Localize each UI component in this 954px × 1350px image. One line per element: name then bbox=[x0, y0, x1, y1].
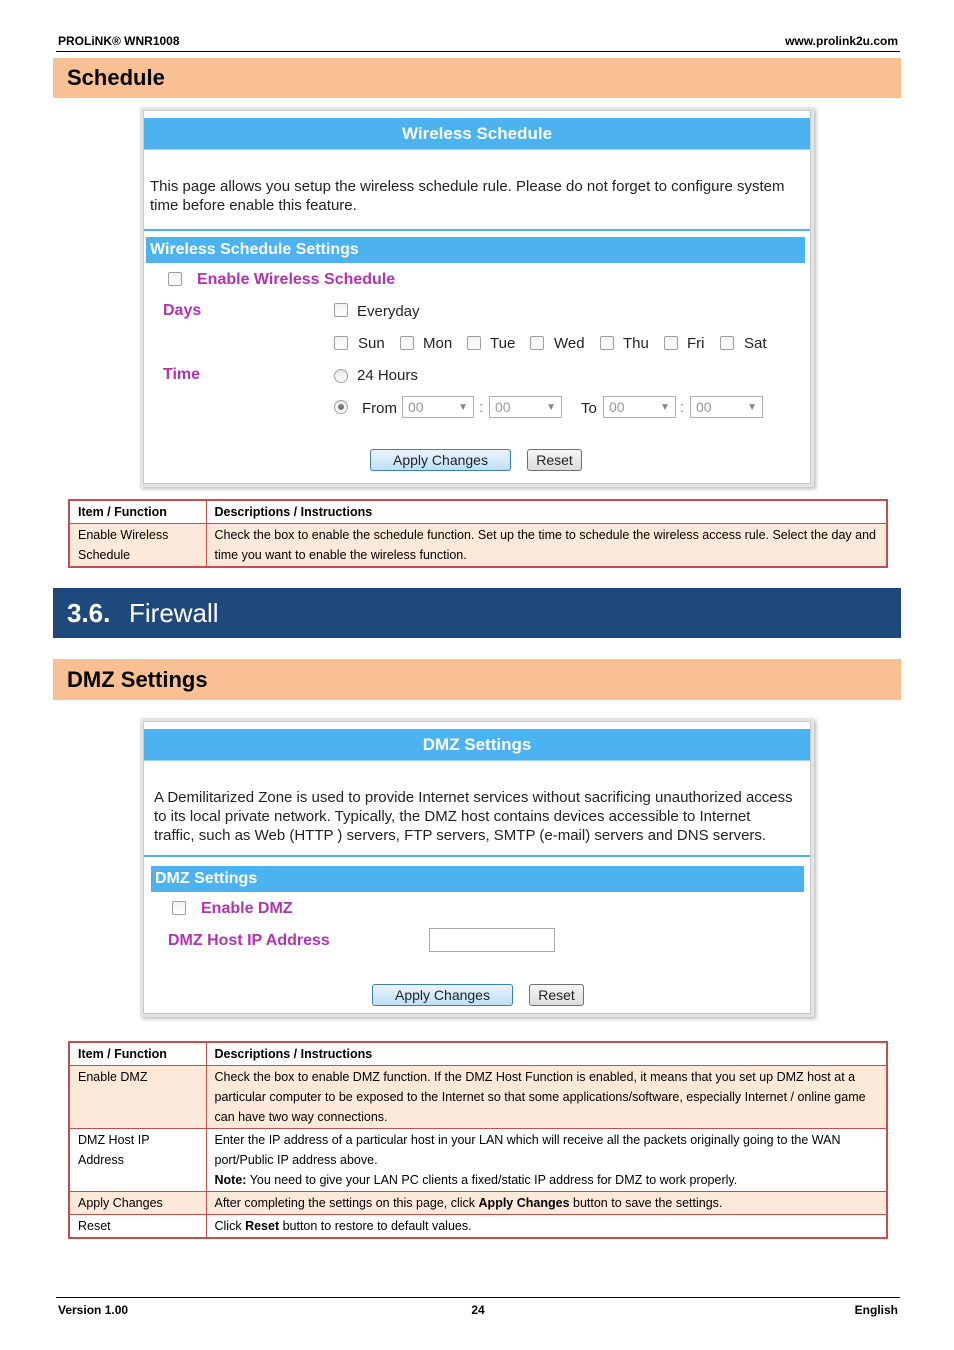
sat-label: Sat bbox=[744, 335, 767, 352]
page-footer bbox=[56, 1297, 900, 1323]
dmz-host-ip-input[interactable] bbox=[429, 928, 555, 952]
table-header-row bbox=[69, 500, 887, 524]
description-cell: Check the box to enable the schedule function. Set up the time to schedule the wireless access rule. Select the day and time you want to enable the wireless function. bbox=[206, 524, 887, 568]
schedule-info-table bbox=[68, 499, 888, 568]
everyday-label: Everyday bbox=[357, 303, 420, 320]
item-cell: Apply Changes bbox=[69, 1192, 206, 1215]
everyday-checkbox[interactable] bbox=[334, 303, 348, 317]
thu-label: Thu bbox=[623, 335, 649, 352]
item-cell: Enable DMZ bbox=[69, 1066, 206, 1129]
title-divider bbox=[144, 149, 810, 150]
wireless-schedule-panel bbox=[143, 110, 811, 484]
schedule-heading: Schedule bbox=[53, 58, 901, 98]
dmz-heading: DMZ Settings bbox=[53, 659, 901, 700]
section-number: 3.6. bbox=[67, 598, 111, 628]
sat-checkbox[interactable] bbox=[720, 336, 734, 350]
column-header: Descriptions / Instructions bbox=[206, 1042, 887, 1066]
from-minute-select[interactable]: 00 ▼ bbox=[489, 396, 562, 418]
reset-button[interactable]: Reset bbox=[527, 449, 582, 471]
header-product: PROLiNK® WNR1008 bbox=[58, 34, 180, 48]
firewall-heading bbox=[53, 588, 901, 638]
chevron-down-icon: ▼ bbox=[546, 402, 556, 413]
section-title: Firewall bbox=[129, 598, 219, 628]
dmz-description: A Demilitarized Zone is used to provide Internet services without sacrificing unauthorized access to its local private network. Typically, the DMZ host contains devices accessible to Internet traffic, such as Web (HTTP ) servers, FTP servers, SMTP (e-mail) servers and DNS servers. bbox=[154, 789, 793, 844]
thu-checkbox[interactable] bbox=[600, 336, 614, 350]
dmz-info-table bbox=[68, 1041, 888, 1239]
footer-language: English bbox=[854, 1303, 898, 1317]
table-header-row bbox=[69, 1042, 887, 1066]
column-header: Item / Function bbox=[69, 500, 206, 524]
days-label: Days bbox=[163, 302, 202, 319]
page-number: 24 bbox=[471, 1303, 485, 1317]
apply-changes-button[interactable]: Apply Changes bbox=[372, 984, 513, 1006]
description-cell: Click Reset button to restore to default values. bbox=[206, 1215, 887, 1239]
table-row bbox=[69, 524, 887, 568]
section-divider bbox=[144, 229, 810, 231]
sun-label: Sun bbox=[358, 335, 385, 352]
description-cell: After completing the settings on this page, click Apply Changes button to save the settings. bbox=[206, 1192, 887, 1215]
table-row bbox=[69, 1192, 887, 1215]
wed-label: Wed bbox=[554, 335, 585, 352]
item-cell: DMZ Host IP Address bbox=[69, 1129, 206, 1192]
time-label: Time bbox=[163, 366, 201, 383]
to-minute-select[interactable]: 00 ▼ bbox=[690, 396, 763, 418]
enable-dmz-checkbox[interactable] bbox=[172, 901, 186, 915]
chevron-down-icon: ▼ bbox=[747, 402, 757, 413]
from-hour-select[interactable]: 00 ▼ bbox=[402, 396, 474, 418]
fri-checkbox[interactable] bbox=[664, 336, 678, 350]
apply-changes-button[interactable]: Apply Changes bbox=[370, 449, 511, 471]
reset-button[interactable]: Reset bbox=[529, 984, 584, 1006]
item-cell: Enable Wireless Schedule bbox=[69, 524, 206, 568]
wireless-schedule-description: This page allows you setup the wireless schedule rule. Please do not forget to configure system time before enable this feature. bbox=[150, 178, 785, 214]
to-colon: : bbox=[680, 399, 685, 416]
chevron-down-icon: ▼ bbox=[660, 402, 670, 413]
table-row bbox=[69, 1215, 887, 1239]
24-hours-label: 24 Hours bbox=[357, 367, 418, 384]
wed-checkbox[interactable] bbox=[530, 336, 544, 350]
footer-version: Version 1.00 bbox=[58, 1303, 129, 1317]
header-website: www.prolink2u.com bbox=[785, 34, 898, 48]
from-colon: : bbox=[479, 399, 484, 416]
fri-label: Fri bbox=[687, 335, 705, 352]
wireless-schedule-settings-header: Wireless Schedule Settings bbox=[146, 237, 805, 263]
enable-wireless-schedule-label: Enable Wireless Schedule bbox=[197, 271, 396, 288]
column-header: Item / Function bbox=[69, 1042, 206, 1066]
title-divider bbox=[144, 760, 810, 761]
column-header: Descriptions / Instructions bbox=[206, 500, 887, 524]
table-row bbox=[69, 1066, 887, 1129]
item-cell: Reset bbox=[69, 1215, 206, 1239]
section-divider bbox=[144, 855, 810, 857]
24-hours-radio[interactable] bbox=[334, 369, 348, 383]
tue-checkbox[interactable] bbox=[467, 336, 481, 350]
table-row bbox=[69, 1129, 887, 1192]
to-label: To bbox=[581, 400, 597, 417]
wireless-schedule-title: Wireless Schedule bbox=[144, 118, 810, 150]
mon-checkbox[interactable] bbox=[400, 336, 414, 350]
from-label: From bbox=[362, 400, 397, 417]
page-header bbox=[56, 30, 900, 52]
to-hour-select[interactable]: 00 ▼ bbox=[603, 396, 676, 418]
description-cell: Check the box to enable DMZ function. If the DMZ Host Function is enabled, it means that you set up DMZ host at a particular computer to be exposed to the Internet so that some applications/software, especially Internet / online game can have two way connections. bbox=[206, 1066, 887, 1129]
enable-dmz-label: Enable DMZ bbox=[201, 900, 293, 917]
sun-checkbox[interactable] bbox=[334, 336, 348, 350]
dmz-settings-panel bbox=[143, 721, 811, 1014]
description-cell: Enter the IP address of a particular host in your LAN which will receive all the packets originally going to the WAN port/Public IP address above. Note: You need to give your LAN PC clients a fixed/static IP address for DMZ to work properly. bbox=[206, 1129, 887, 1192]
enable-wireless-schedule-checkbox[interactable] bbox=[168, 272, 182, 286]
dmz-settings-title: DMZ Settings bbox=[144, 729, 810, 761]
dmz-host-ip-label: DMZ Host IP Address bbox=[168, 932, 330, 949]
mon-label: Mon bbox=[423, 335, 453, 352]
from-time-radio[interactable] bbox=[334, 400, 348, 414]
dmz-settings-section-header: DMZ Settings bbox=[151, 866, 804, 892]
tue-label: Tue bbox=[490, 335, 516, 352]
chevron-down-icon: ▼ bbox=[458, 402, 468, 413]
